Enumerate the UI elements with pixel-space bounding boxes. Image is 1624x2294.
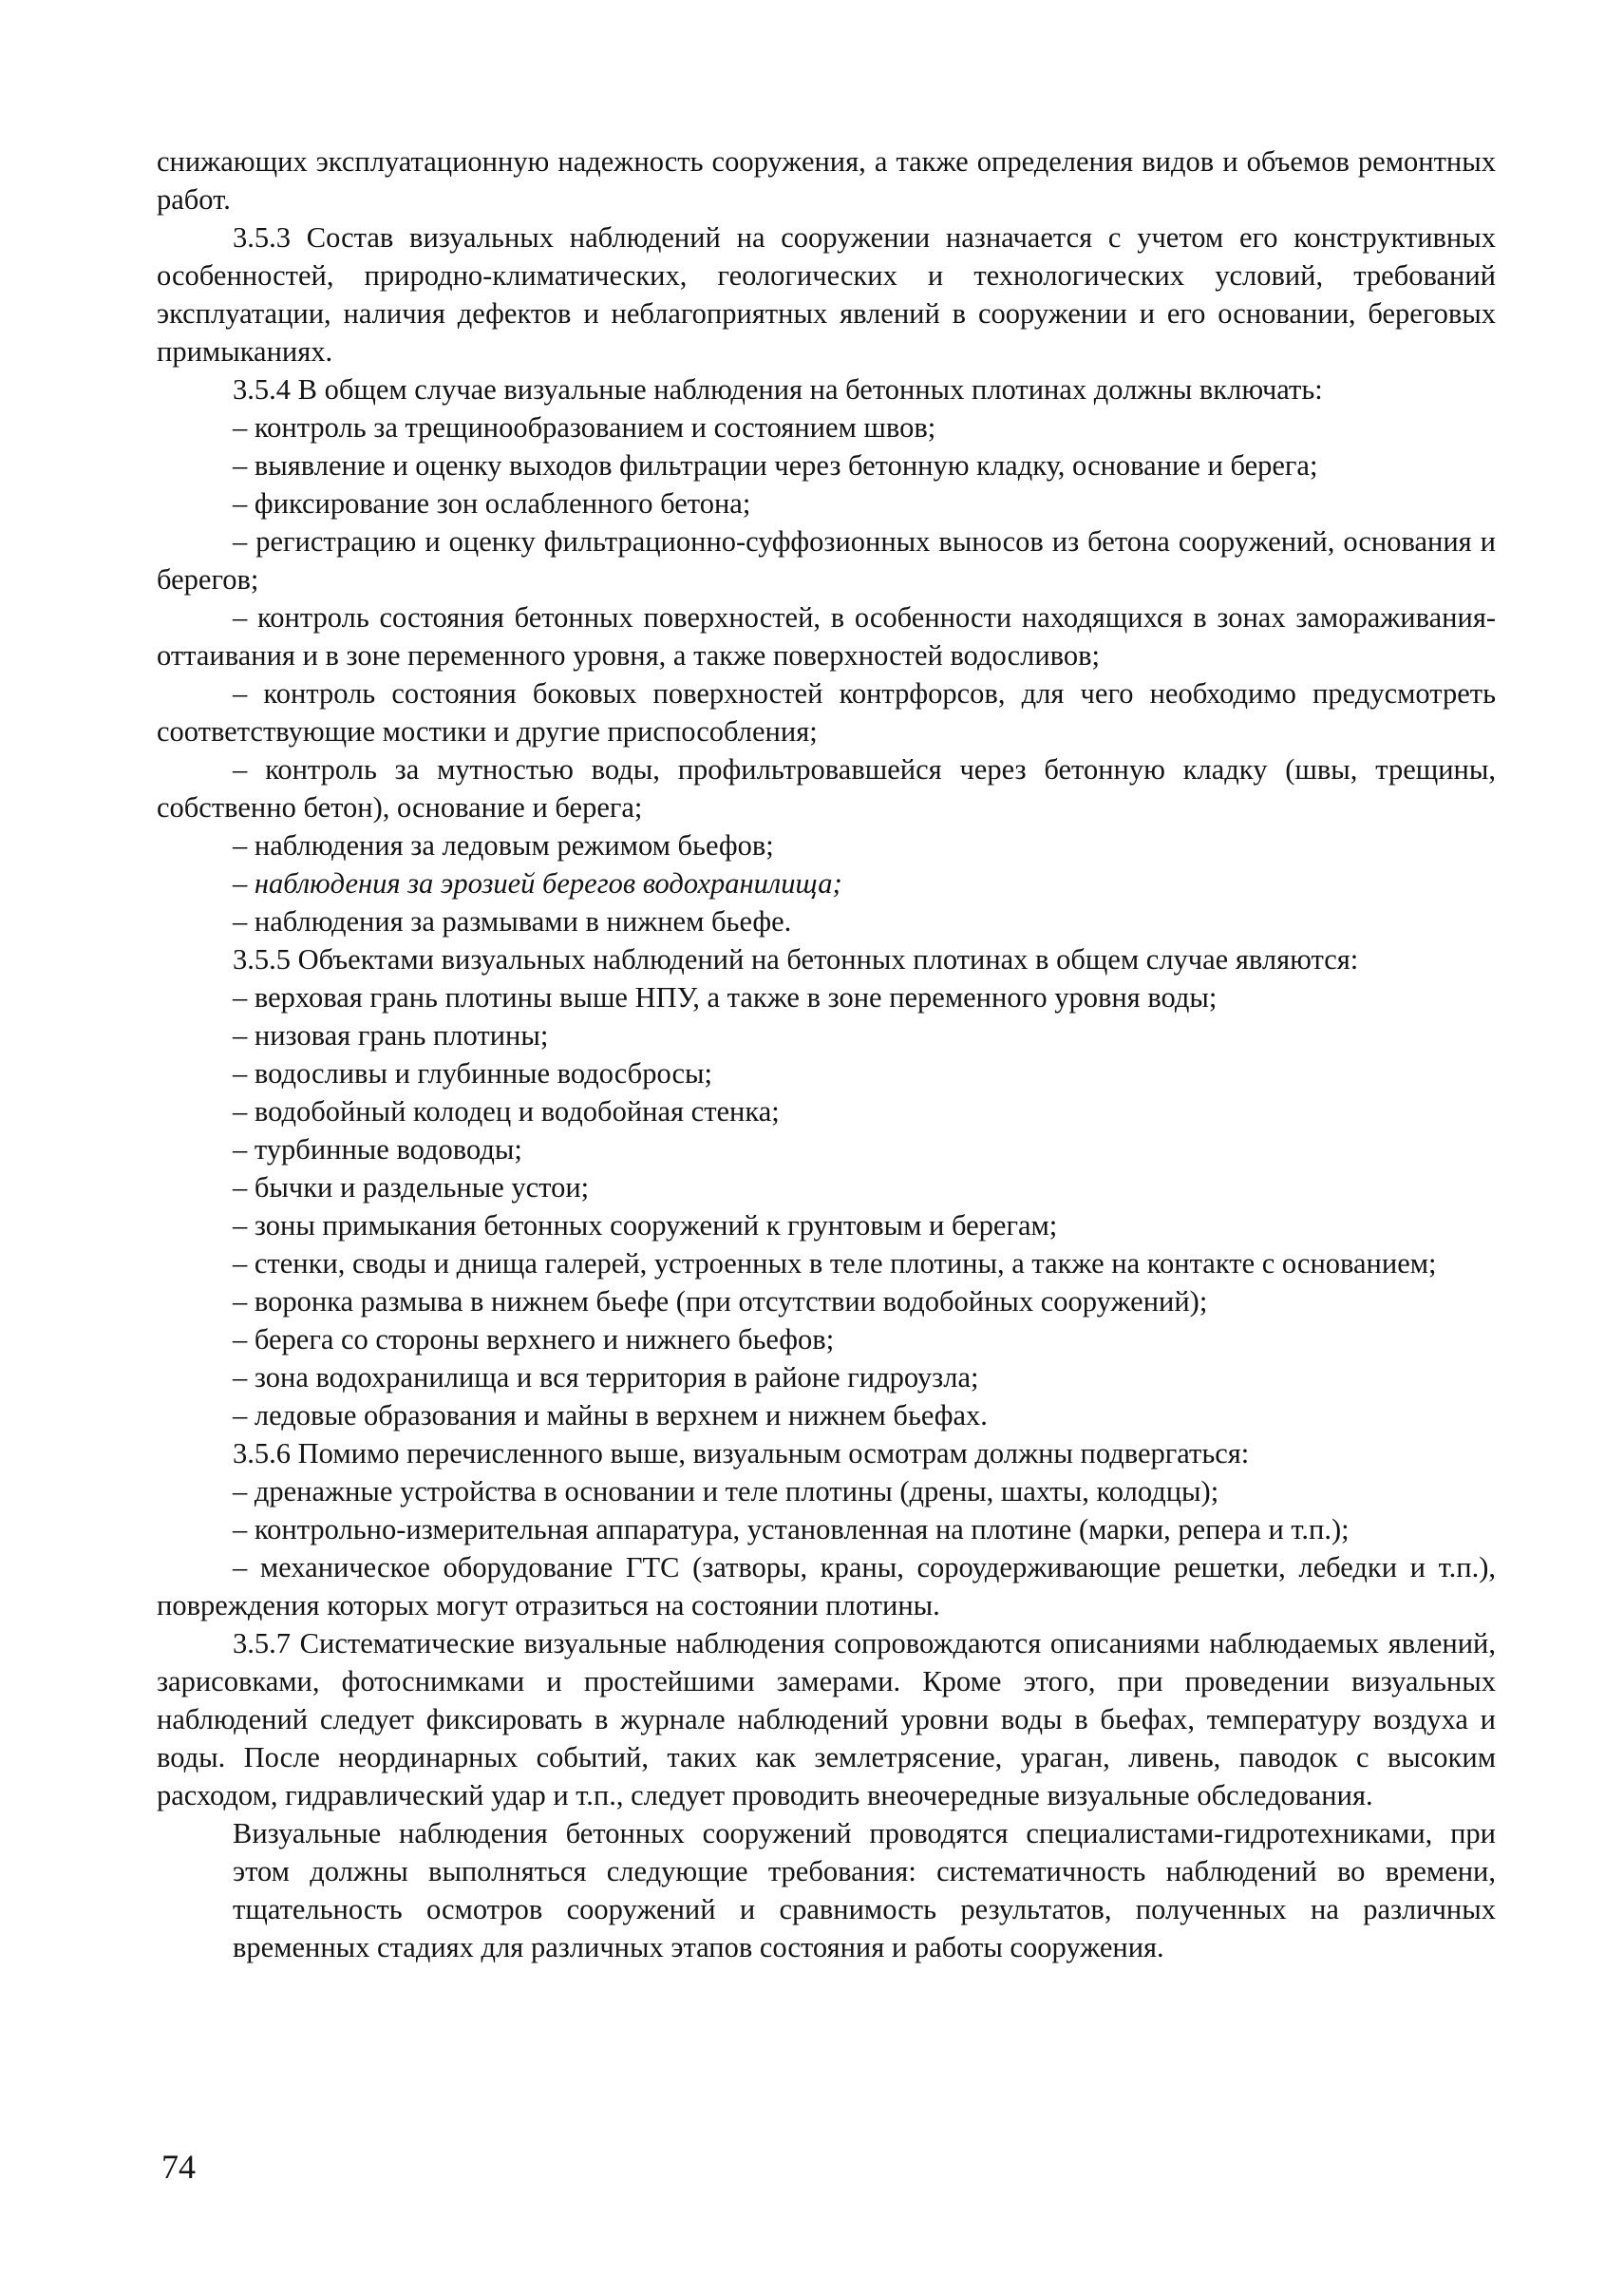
list-item: – контроль за трещинообразованием и состоянием швов; [157, 408, 1496, 446]
page-body [157, 142, 1496, 1966]
requirements-paragraph: Визуальные наблюдения бетонных сооружений проводятся специалистами-гидротехниками, при этом должны выполняться следующие требования: систематичность наблюдений во времени, тщательность осмотров сооружений и сравнимость результатов, полученных на различных временных стадиях для различных этапов состояния и работы сооружения. [233, 1817, 1496, 1963]
list-item: – наблюдения за размывами в нижнем бьефе. [157, 902, 1496, 940]
list-item: – контрольно-измерительная аппаратура, установленная на плотине (марки, репера и т.п.); [157, 1510, 1496, 1548]
list-item: – водобойный колодец и водобойная стенка; [157, 1092, 1496, 1130]
list-item: – контроль состояния боковых поверхностей контрфорсов, для чего необходимо предусмотреть соответствующие мостики и другие приспособления; [157, 674, 1496, 750]
list-item: – верховая грань плотины выше НПУ, а также в зоне переменного уровня воды; [157, 978, 1496, 1016]
clause-3-5-4: 3.5.4 В общем случае визуальные наблюдения на бетонных плотинах должны включать: [233, 373, 1323, 406]
list-item: – выявление и оценку выходов фильтрации через бетонную кладку, основание и берега; [157, 446, 1496, 484]
clause-3-5-6: 3.5.6 Помимо перечисленного выше, визуальным осмотрам должны подвергаться: [233, 1437, 1250, 1469]
list-item: – турбинные водоводы; [157, 1130, 1496, 1168]
page-number: 74 [161, 2148, 196, 2186]
list-item: – берега со стороны верхнего и нижнего бьефов; [157, 1320, 1496, 1358]
list-item: – контроль за мутностью воды, профильтровавшейся через бетонную кладку (швы, трещины, собственно бетон), основание и берега; [157, 750, 1496, 826]
clause-3-5-7: 3.5.7 Систематические визуальные наблюдения сопровождаются описаниями наблюдаемых явлений, зарисовками, фотоснимками и простейшими замерами. Кроме этого, при проведении визуальных наблюдений следует фиксировать в журнале наблюдений уровни воды в бьефах, температуру воздуха и воды. После неординарных событий, таких как землетрясение, ураган, ливень, паводок с высоким расходом, гидравлический удар и т.п., следует проводить внеочередные визуальные обследования. [157, 1627, 1496, 1811]
list-item: – воронка размыва в нижнем бьефе (при отсутствии водобойных сооружений); [157, 1282, 1496, 1320]
clause-3-5-5: 3.5.5 Объектами визуальных наблюдений на бетонных плотинах в общем случае являются: [233, 943, 1359, 976]
paragraph: снижающих эксплуатационную надежность сооружения, а также определения видов и объемов ремонтных работ. [157, 145, 1496, 216]
list-item: – бычки и раздельные устои; [157, 1168, 1496, 1206]
list-item: – низовая грань плотины; [157, 1016, 1496, 1054]
list-item: – контроль состояния бетонных поверхностей, в особенности находящихся в зонах замораживания-оттаивания и в зоне переменного уровня, а также поверхностей водосливов; [157, 598, 1496, 674]
list-item: – наблюдения за эрозией берегов водохранилища; [157, 864, 1496, 902]
list-item: – регистрацию и оценку фильтрационно-суффозионных выносов из бетона сооружений, основания и берегов; [157, 522, 1496, 598]
list-item: – механическое оборудование ГТС (затворы, краны, сороудерживающие решетки, лебедки и т.п.), повреждения которых могут отразиться на состоянии плотины. [157, 1548, 1496, 1624]
list-item: – зоны примыкания бетонных сооружений к грунтовым и берегам; [157, 1206, 1496, 1244]
list-item: – дренажные устройства в основании и теле плотины (дрены, шахты, колодцы); [157, 1472, 1496, 1510]
list-item: – фиксирование зон ослабленного бетона; [157, 484, 1496, 522]
clause-3-5-3: 3.5.3 Состав визуальных наблюдений на сооружении назначается с учетом его конструктивных особенностей, природно-климатических, геологических и технологических условий, требований эксплуатации, наличия дефектов и неблагоприятных явлений в сооружении и его основании, береговых примыканиях. [157, 221, 1496, 368]
list-item: – водосливы и глубинные водосбросы; [157, 1054, 1496, 1092]
list-item: – ледовые образования и майны в верхнем и нижнем бьефах. [157, 1396, 1496, 1434]
list-item: – наблюдения за ледовым режимом бьефов; [157, 826, 1496, 864]
list-item: – стенки, своды и днища галерей, устроенных в теле плотины, а также на контакте с основанием; [157, 1244, 1496, 1282]
list-item: – зона водохранилища и вся территория в районе гидроузла; [157, 1358, 1496, 1396]
